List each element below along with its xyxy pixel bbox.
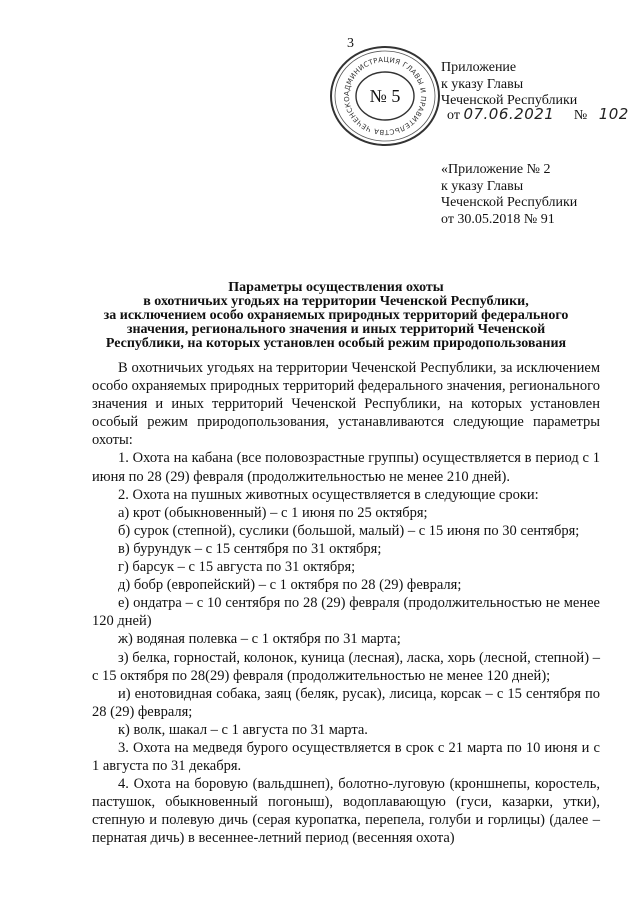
document-body (92, 359, 600, 848)
header-date-line (447, 105, 629, 124)
date-prefix: от (447, 108, 460, 123)
paragraph: 3. Охота на медведя бурого осуществляется в срок с 21 марта по 10 июня и с 1 августа по 31 декабря. (92, 739, 600, 775)
title-line: значения, регионального значения и иных территорий Чеченской (126, 322, 546, 337)
paragraph: В охотничьих угодьях на территории Чеченской Республики, за исключением особо охраняемых природных территорий федерального значения, регионального значения и иных территорий Чеченской Республики, на которых установлен особый режим природопользования, устанавливаются следующие параметры охоты: (92, 360, 600, 449)
title-line: Республики, на которых установлен особый режим природопользования (105, 336, 567, 351)
seal-number: № 5 (369, 86, 401, 106)
header-line: от 30.05.2018 № 91 (441, 211, 555, 227)
paragraph: 1. Охота на кабана (все половозрастные группы) осуществляется в период с 1 июня по 28 (29) февраля (продолжительностью не менее 210 дней). (92, 450, 600, 485)
paragraph: е) ондатра – с 10 сентября по 28 (29) февраля (продолжительностью не менее 120 дней) (92, 595, 600, 630)
title-line: Параметры осуществления охоты (228, 280, 444, 295)
header-appendix-previous (441, 162, 577, 228)
header-line: Приложение (441, 60, 517, 75)
seal-ring-text: АДМИНИСТРАЦИЯ ГЛАВЫ И ПРАВИТЕЛЬСТВА ЧЕЧЕНСКО (342, 55, 428, 137)
paragraph: з) белка, горностай, колонок, куница (лесная), ласка, хорь (лесной, степной) – с 15 октября по 28(29) февраля (продолжительностью не менее 120 дней); (92, 649, 600, 684)
paragraph: к) волк, шакал – с 1 августа по 31 марта. (118, 721, 368, 738)
title-line: за исключением особо охраняемых природных территорий федерального (103, 308, 569, 323)
paragraph: и) енотовидная собака, заяц (беляк, русак), лисица, корсак – с 15 сентября по 28 (29) февраля; (92, 685, 600, 720)
paragraph: д) бобр (европейский) – с 1 октября по 28 (29) февраля; (118, 577, 462, 594)
page-number: 3 (347, 36, 354, 51)
handwritten-date: 07.06.2021 (463, 105, 555, 123)
official-seal (325, 44, 445, 148)
paragraph: ж) водяная полевка – с 1 октября по 31 марта; (118, 631, 401, 648)
paragraph: 4. Охота на боровую (вальдшнеп), болотно-луговую (кроншнепы, коростель, пастушок, обыкновенный погоныш), водоплавающую (гуси, казарки, утки), степную и полевую дичь (серая куропатка, перепела, голуби и горлицы) (далее – пернатая дичь) в весеннее-летний период (весенняя охота) (92, 776, 600, 847)
number-label: № (573, 108, 588, 123)
paragraph: а) крот (обыкновенный) – с 1 июня по 25 октября; (118, 504, 428, 521)
paragraph: б) сурок (степной), суслики (большой, малый) – с 15 июня по 30 сентября; (118, 522, 580, 539)
paragraph: в) бурундук – с 15 сентября по 31 октября; (118, 540, 382, 557)
header-line: Чеченской Республики (441, 93, 578, 108)
title-line: в охотничьих угодьях на территории Чеченской Республики, (143, 294, 529, 309)
header-line: к указу Главы (441, 76, 524, 92)
document-title (60, 281, 612, 351)
header-line: Чеченской Республики (441, 195, 578, 210)
header-line: «Приложение № 2 (441, 162, 551, 177)
paragraph: 2. Охота на пушных животных осуществляется в следующие сроки: (118, 486, 539, 503)
paragraph: г) барсук – с 15 августа по 31 октября; (118, 559, 356, 576)
header-line: к указу Главы (441, 178, 524, 194)
header-appendix-top (441, 60, 577, 110)
seal-stamp-icon (325, 44, 445, 148)
handwritten-number: 102 (598, 105, 629, 123)
